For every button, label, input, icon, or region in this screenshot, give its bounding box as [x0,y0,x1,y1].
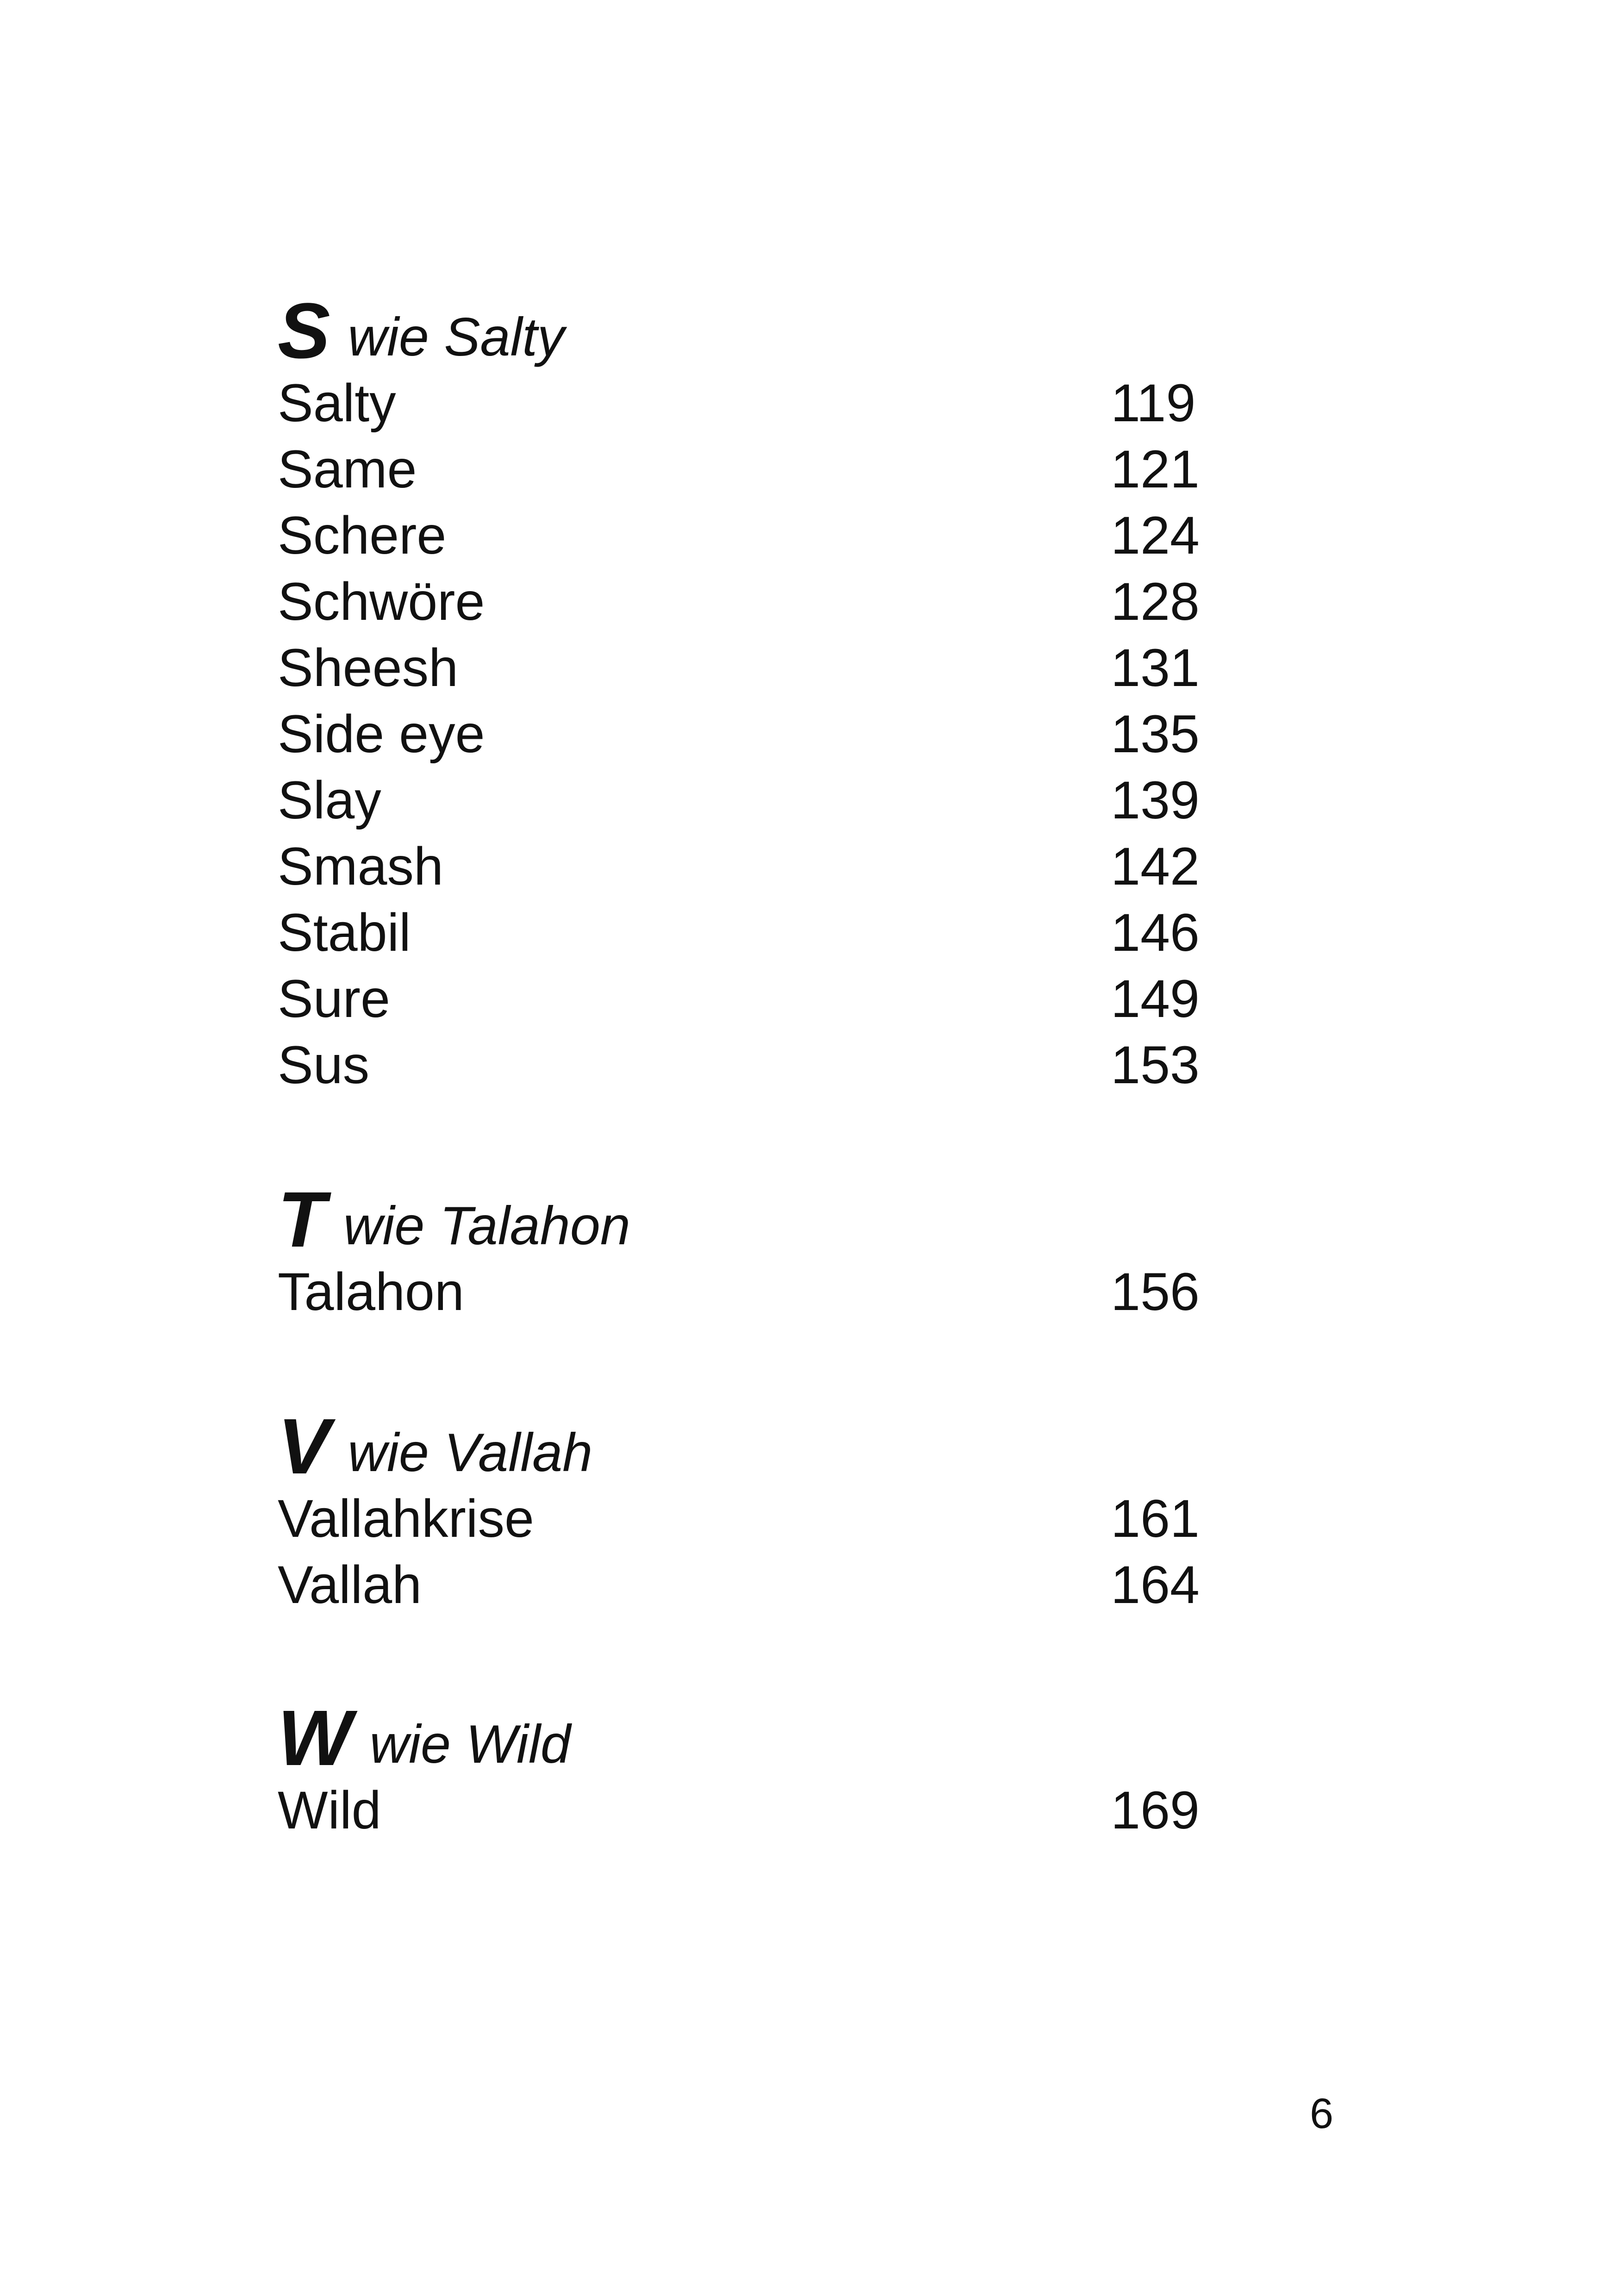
entry-list [278,1259,1200,1325]
page-number: 6 [1310,2090,1334,2137]
index-entry [278,569,1200,635]
index-entry [278,701,1200,767]
index-entry [278,437,1200,503]
index-entry [278,503,1200,569]
entry-list [278,1778,1200,1844]
entry-page: 146 [1111,903,1200,962]
entry-page: 161 [1111,1489,1200,1548]
entry-term: Vallahkrise [278,1489,534,1548]
entry-term: Sure [278,969,390,1029]
index-section-s [278,278,1200,1098]
index-section-w [278,1685,1200,1844]
section-letter: S [278,287,330,375]
entry-term: Schwöre [278,572,485,631]
entry-page: 164 [1111,1555,1200,1615]
entry-page: 149 [1111,969,1200,1029]
entry-page: 121 [1111,440,1200,499]
entry-term: Same [278,440,417,499]
entry-page: 142 [1111,837,1200,896]
entry-term: Salty [278,374,396,433]
entry-page: 128 [1111,572,1200,631]
index-entry [278,1552,1200,1618]
index-entry [278,370,1196,437]
entry-term: Slay [278,771,381,830]
entry-page: 119 [1111,374,1196,433]
entry-page: 139 [1111,771,1200,830]
section-title: wie Salty [348,306,565,367]
index-entry [278,834,1200,900]
section-heading [278,1393,593,1491]
entry-page: 135 [1111,705,1200,764]
section-heading [278,1685,571,1782]
entry-list [278,370,1200,1098]
index-entry [278,1486,1200,1552]
entry-term: Smash [278,837,443,896]
section-title: wie Talahon [343,1195,630,1256]
section-title: wie Vallah [348,1422,593,1483]
entry-term: Stabil [278,903,411,962]
section-heading [278,278,565,375]
entry-term: Vallah [278,1555,422,1615]
section-heading [278,1167,630,1264]
index-section-v [278,1393,1200,1618]
index-entry [278,1259,1200,1325]
entry-term: Schere [278,506,447,565]
entry-term: Wild [278,1781,381,1840]
section-letter: V [278,1403,330,1491]
index-entry [278,767,1200,834]
entry-page: 131 [1111,638,1200,698]
section-letter: W [278,1694,352,1782]
entry-page: 124 [1111,506,1200,565]
entry-page: 153 [1111,1036,1200,1095]
entry-term: Sus [278,1036,370,1095]
index-entry [278,1778,1200,1844]
index-section-t [278,1167,1200,1325]
section-letter: T [278,1176,326,1264]
entry-term: Talahon [278,1262,464,1322]
index-entry [278,900,1200,966]
entry-page: 156 [1111,1262,1200,1322]
entry-term: Side eye [278,705,485,764]
index-entry [278,1032,1200,1098]
entry-list [278,1486,1200,1618]
index-entry [278,635,1200,701]
index-entry [278,966,1200,1032]
section-title: wie Wild [369,1714,571,1774]
entry-term: Sheesh [278,638,459,698]
entry-page: 169 [1111,1781,1200,1840]
